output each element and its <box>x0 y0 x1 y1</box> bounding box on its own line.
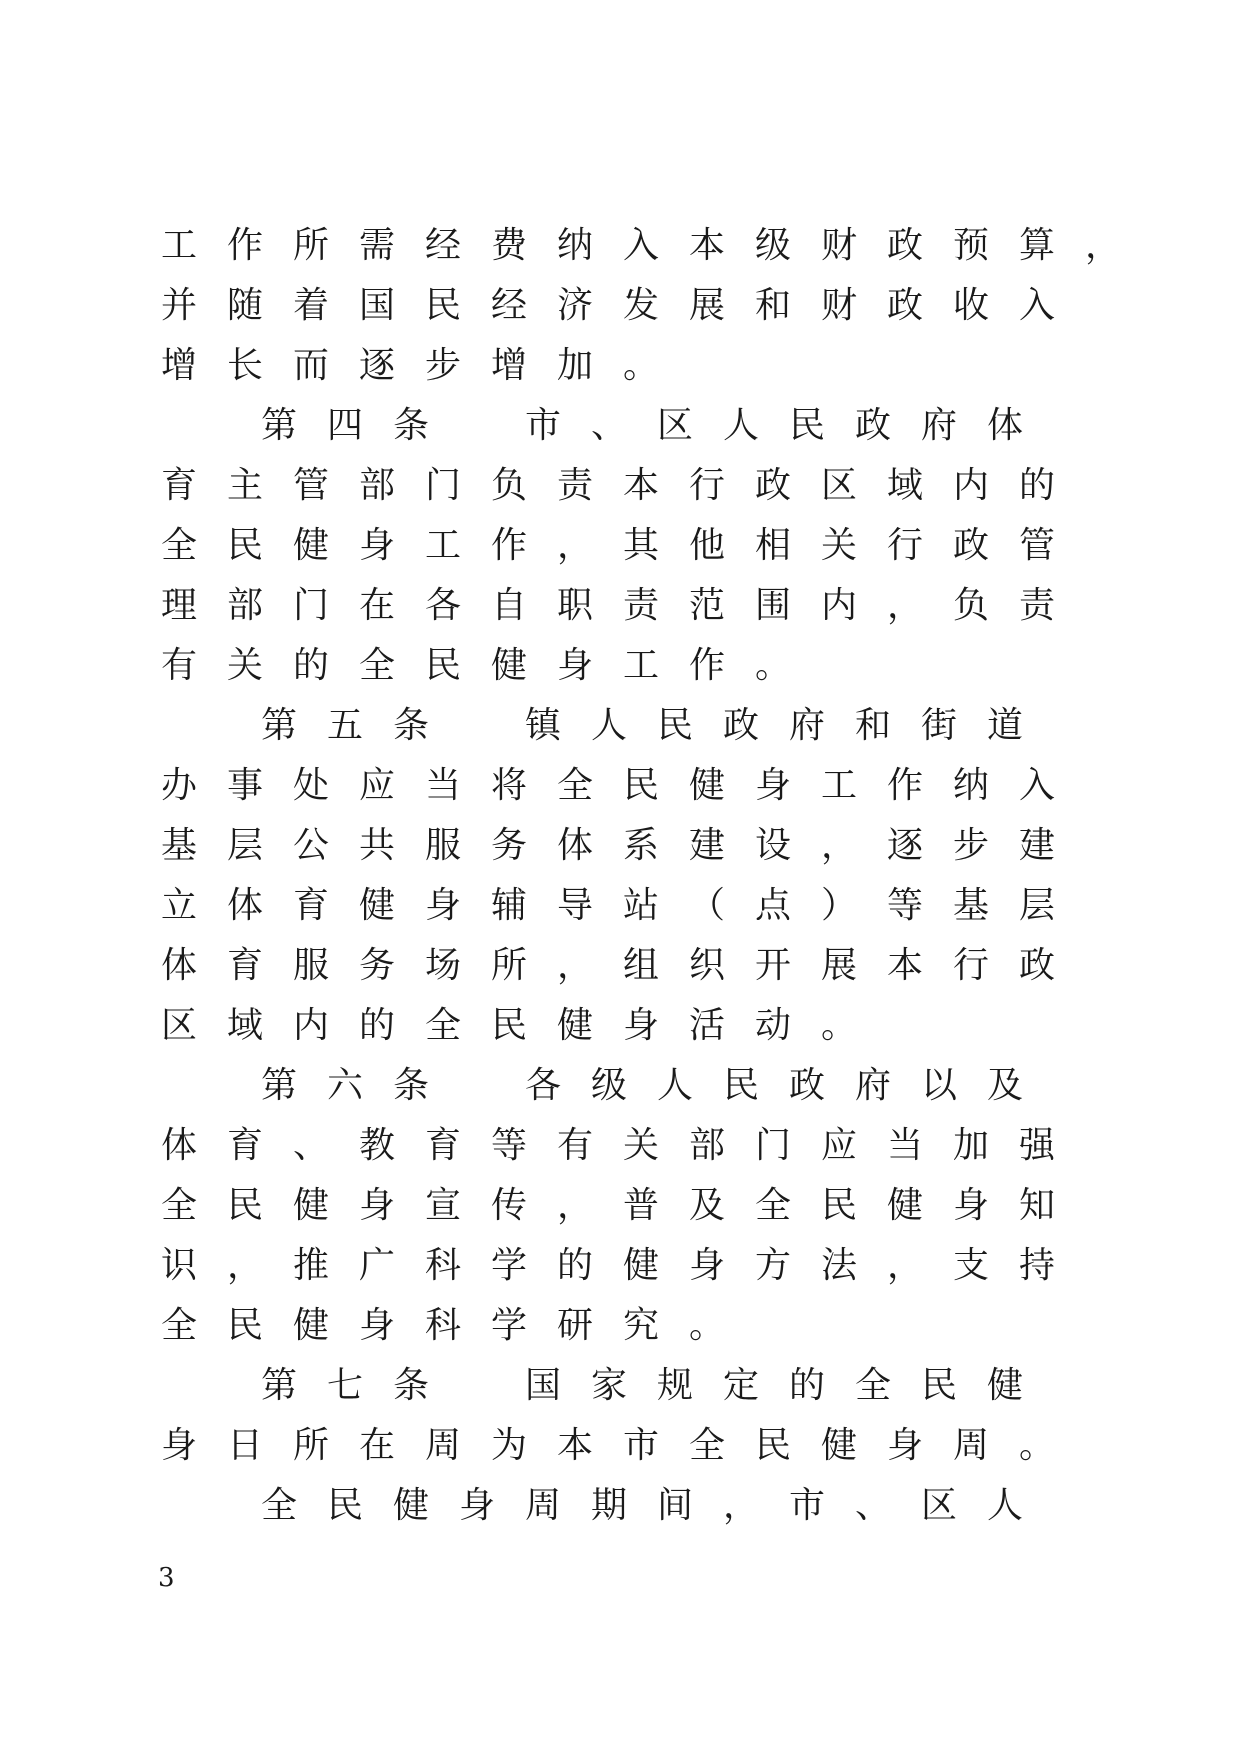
body-text-line: 办事处应当将全民健身工作纳入 <box>161 765 1086 806</box>
body-text-line: 识，推广科学的健身方法，支持 <box>161 1245 1086 1286</box>
page-number: 3 <box>158 1563 175 1593</box>
body-text-line: 立体育健身辅导站（点）等基层 <box>161 885 1086 926</box>
body-text-line: 并随着国民经济发展和财政收入 <box>161 285 1086 326</box>
body-text-line: 有关的全民健身工作。 <box>161 645 822 686</box>
paragraph-first-line: 全民健身周期间，市、区人 <box>261 1485 1054 1526</box>
article-4-first-line: 第四条 市、区人民政府体 <box>261 405 1054 446</box>
article-6-first-line: 第六条 各级人民政府以及 <box>261 1065 1054 1106</box>
body-text-line: 体育服务场所，组织开展本行政 <box>161 945 1086 986</box>
body-text-line: 身日所在周为本市全民健身周。 <box>161 1425 1086 1466</box>
body-text-line: 全民健身科学研究。 <box>161 1305 756 1346</box>
body-text-line: 全民健身工作，其他相关行政管 <box>161 525 1086 566</box>
body-text-line: 全民健身宣传，普及全民健身知 <box>161 1185 1086 1226</box>
body-text-line: 工作所需经费纳入本级财政预算， <box>161 225 1152 266</box>
body-text-line: 理部门在各自职责范围内，负责 <box>161 585 1086 626</box>
body-text-line: 基层公共服务体系建设，逐步建 <box>161 825 1086 866</box>
article-7-first-line: 第七条 国家规定的全民健 <box>261 1365 1054 1406</box>
body-text-line: 育主管部门负责本行政区域内的 <box>161 465 1086 506</box>
body-text-line: 增长而逐步增加。 <box>161 345 690 386</box>
article-5-first-line: 第五条 镇人民政府和街道 <box>261 705 1054 746</box>
body-text-line: 区域内的全民健身活动。 <box>161 1005 888 1046</box>
body-text-line: 体育、教育等有关部门应当加强 <box>161 1125 1086 1166</box>
